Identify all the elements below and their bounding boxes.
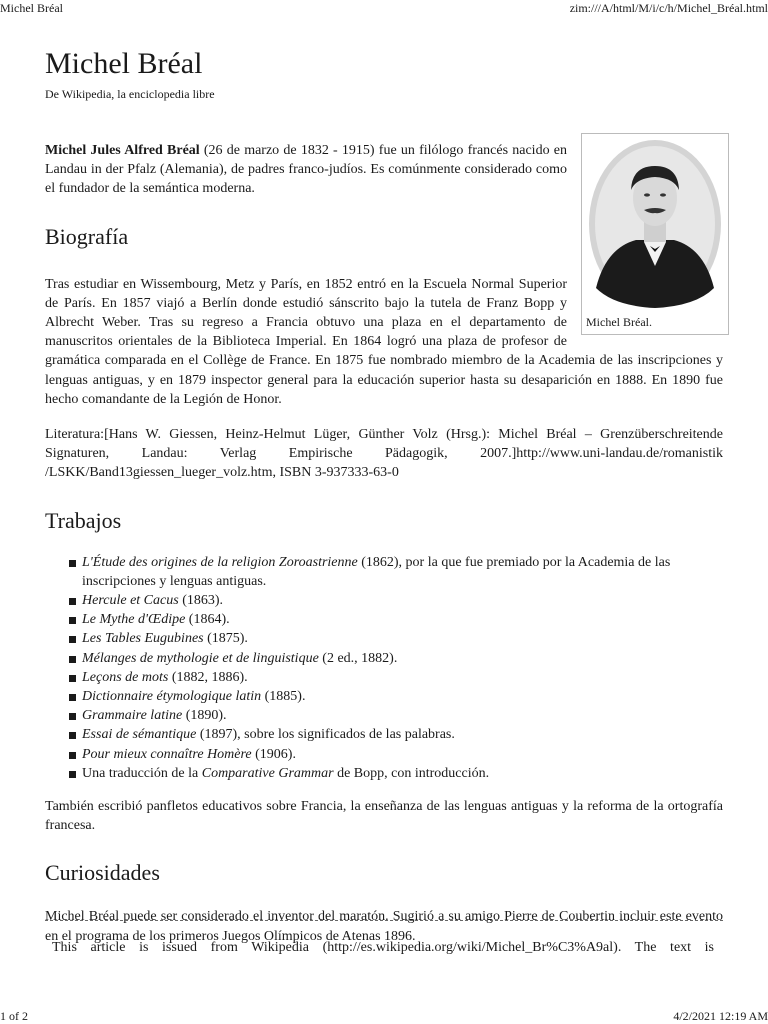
- literatura-paragraph: Literatura:[Hans W. Giessen, Heinz-Helmut Lüger, Günther Volz (Hrsg.): Michel Bréal – Grenzüberschreitende Signaturen, Landau: Verlag Empirische Pädagogik, 2007.]http://www.uni-landau.de/romanistik /LSKK/Band13giessen_lueger_volz.htm, ISBN 3-937333-63-0: [45, 427, 723, 481]
- heading-biografia: Biografía: [45, 223, 129, 249]
- page-subtitle: De Wikipedia, la enciclopedia libre: [45, 87, 215, 101]
- works-list: [45, 553, 723, 783]
- infobox: [581, 133, 729, 335]
- print-header-url: zim:///A/html/M/i/c/h/Michel_Bréal.html: [569, 0, 768, 15]
- list-item: Le Mythe d'Œdipe (1864).: [45, 610, 723, 629]
- biografia-paragraph: Tras estudiar en Wissembourg, Metz y París, en 1852 entró en la Escuela Normal Superior de París. En 1857 viajó a Berlín donde estudió sánscrito bajo la tutela de Franz Bopp y Albrecht Weber. Tras su regreso a Francia obtuvo una plaza en el departamento de manuscritos orientales de la Biblioteca Imperial. En 1864 logró una plaza de profesor de gramática comparada en el Collège de France. En 1875 fue nombrado miembro de la Academia de las inscripciones y lenguas antiguas, y en 1879 inspector general para la educación superior hasta su desaparición en 1888. En 1890 fue hecho comandante de la Legión de Honor.: [45, 276, 723, 407]
- list-item: Pour mieux connaître Homère (1906).: [45, 745, 723, 764]
- list-item: Hercule et Cacus (1863).: [45, 591, 723, 610]
- lead-text: (26 de marzo de 1832 - 1915) fue un filólogo francés nacido en Landau in der Pfalz (Alemania), de padres franco-judíos. Es comúnmente considerado como el fundador de la semántica moderna.: [45, 143, 567, 197]
- divider: [45, 920, 723, 921]
- list-item: Dictionnaire étymologique latin (1885).: [45, 687, 723, 706]
- page-title: Michel Bréal: [45, 47, 203, 80]
- lead-name: Michel Jules Alfred Bréal: [45, 143, 200, 158]
- list-item: Essai de sémantique (1897), sobre los significados de las palabras.: [45, 725, 723, 744]
- infobox-caption: Michel Bréal.: [586, 315, 652, 329]
- list-item: L'Étude des origines de la religion Zoroastrienne (1862), por la que fue premiado por la Academia de las inscripciones y lenguas antiguas.: [45, 553, 723, 591]
- heading-trabajos: Trabajos: [45, 507, 122, 533]
- list-item: Leçons de mots (1882, 1886).: [45, 668, 723, 687]
- portrait-image: [586, 138, 724, 310]
- print-footer: [0, 1008, 768, 1024]
- print-timestamp: 4/2/2021 12:19 AM: [673, 1008, 768, 1023]
- lead-section: [45, 141, 723, 409]
- list-item: Una traducción de la Comparative Grammar de Bopp, con introducción.: [45, 764, 723, 783]
- print-header: [0, 0, 768, 16]
- source-note: This article is issued from Wikipedia (http://es.wikipedia.org/wiki/Michel_Br%C3%A9al). The text is: [52, 940, 714, 955]
- list-item: Les Tables Eugubines (1875).: [45, 629, 723, 648]
- list-item: Grammaire latine (1890).: [45, 706, 723, 725]
- heading-curiosidades: Curiosidades: [45, 860, 160, 886]
- trabajos-closing-paragraph: También escribió panfletos educativos sobre Francia, la enseñanza de las lenguas antiguas y la reforma de la ortografía francesa.: [45, 799, 723, 834]
- list-item: Mélanges de mythologie et de linguistique (2 ed., 1882).: [45, 649, 723, 668]
- curiosidades-paragraph: Michel Bréal puede ser considerado el inventor del maratón. Sugirió a su amigo Pierre de Coubertin incluir este evento en el programa de los primeros Juegos Olímpicos de Atenas 1896.: [45, 909, 723, 944]
- page-count: 1 of 2: [0, 1008, 28, 1023]
- print-header-title: Michel Bréal: [0, 0, 63, 15]
- article-content: [45, 46, 723, 946]
